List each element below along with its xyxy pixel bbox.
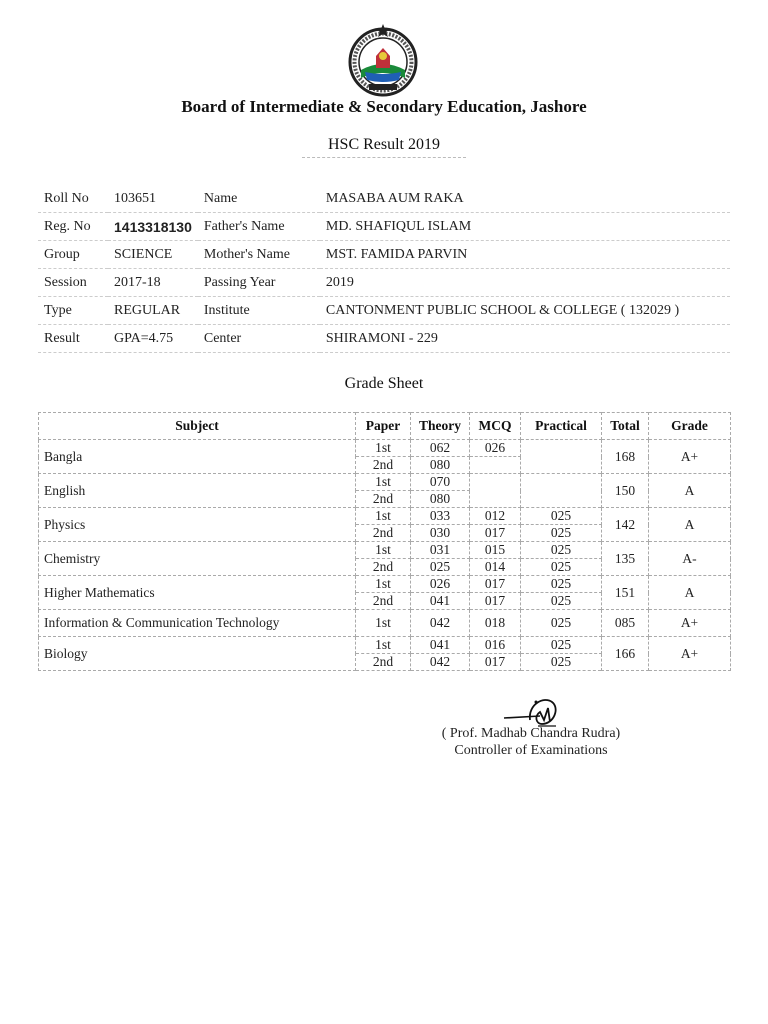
theory-cell: 026 bbox=[411, 576, 470, 593]
theory-cell: 041 bbox=[411, 637, 470, 654]
paper-cell: 2nd bbox=[356, 491, 411, 508]
group-value: SCIENCE bbox=[108, 241, 198, 269]
paper-cell: 2nd bbox=[356, 457, 411, 474]
title-divider bbox=[302, 157, 466, 158]
mother-label: Mother's Name bbox=[198, 241, 320, 269]
subject-name: English bbox=[39, 474, 356, 508]
session-value: 2017-18 bbox=[108, 269, 198, 297]
header-paper: Paper bbox=[356, 413, 411, 440]
header-practical: Practical bbox=[521, 413, 602, 440]
mcq-cell bbox=[470, 491, 521, 508]
name-label: Name bbox=[198, 185, 320, 213]
passing-year-value: 2019 bbox=[320, 269, 730, 297]
paper-cell: 1st bbox=[356, 440, 411, 457]
mcq-cell: 014 bbox=[470, 559, 521, 576]
total-cell: 150 bbox=[602, 474, 649, 508]
grade-body bbox=[39, 440, 731, 671]
student-info-table bbox=[38, 185, 730, 353]
subject-name: Physics bbox=[39, 508, 356, 542]
grade-row bbox=[39, 508, 731, 525]
theory-cell: 041 bbox=[411, 593, 470, 610]
paper-cell: 1st bbox=[356, 610, 411, 637]
practical-cell: 025 bbox=[521, 576, 602, 593]
paper-cell: 2nd bbox=[356, 525, 411, 542]
type-label: Type bbox=[38, 297, 108, 325]
mother-value: MST. FAMIDA PARVIN bbox=[320, 241, 730, 269]
total-cell: 085 bbox=[602, 610, 649, 637]
theory-cell: 080 bbox=[411, 457, 470, 474]
theory-cell: 030 bbox=[411, 525, 470, 542]
paper-cell: 2nd bbox=[356, 559, 411, 576]
total-cell: 135 bbox=[602, 542, 649, 576]
info-row-session bbox=[38, 269, 730, 297]
paper-cell: 1st bbox=[356, 474, 411, 491]
reg-value: 1413318130 bbox=[108, 213, 198, 241]
grade-row bbox=[39, 576, 731, 593]
paper-cell: 2nd bbox=[356, 593, 411, 610]
session-label: Session bbox=[38, 269, 108, 297]
roll-label: Roll No bbox=[38, 185, 108, 213]
mcq-cell bbox=[470, 474, 521, 491]
practical-cell: 025 bbox=[521, 525, 602, 542]
father-value: MD. SHAFIQUL ISLAM bbox=[320, 213, 730, 241]
header-theory: Theory bbox=[411, 413, 470, 440]
total-cell: 168 bbox=[602, 440, 649, 474]
grade-row bbox=[39, 637, 731, 654]
subject-name: Chemistry bbox=[39, 542, 356, 576]
grade-cell: A bbox=[649, 474, 731, 508]
grade-sheet-table bbox=[38, 412, 731, 671]
mcq-cell: 017 bbox=[470, 576, 521, 593]
roll-value: 103651 bbox=[108, 185, 198, 213]
info-row-result bbox=[38, 325, 730, 353]
paper-cell: 2nd bbox=[356, 654, 411, 671]
theory-cell: 070 bbox=[411, 474, 470, 491]
board-logo-seal bbox=[343, 18, 423, 98]
institute-label: Institute bbox=[198, 297, 320, 325]
grade-cell: A+ bbox=[649, 637, 731, 671]
mcq-cell: 017 bbox=[470, 593, 521, 610]
mcq-cell: 018 bbox=[470, 610, 521, 637]
total-cell: 166 bbox=[602, 637, 649, 671]
subject-name: Higher Mathematics bbox=[39, 576, 356, 610]
grade-header-row bbox=[39, 413, 731, 440]
subject-name: Biology bbox=[39, 637, 356, 671]
subject-name: Bangla bbox=[39, 440, 356, 474]
practical-cell: 025 bbox=[521, 542, 602, 559]
controller-name: ( Prof. Madhab Chandra Rudra) bbox=[441, 726, 621, 741]
practical-cell bbox=[521, 440, 602, 457]
theory-cell: 042 bbox=[411, 654, 470, 671]
paper-cell: 1st bbox=[356, 637, 411, 654]
grade-cell: A bbox=[649, 508, 731, 542]
grade-row bbox=[39, 474, 731, 491]
type-value: REGULAR bbox=[108, 297, 198, 325]
center-label: Center bbox=[198, 325, 320, 353]
mcq-cell: 017 bbox=[470, 654, 521, 671]
grade-cell: A- bbox=[649, 542, 731, 576]
controller-title: Controller of Examinations bbox=[454, 743, 608, 758]
result-value: GPA=4.75 bbox=[108, 325, 198, 353]
name-value: MASABA AUM RAKA bbox=[320, 185, 730, 213]
practical-cell bbox=[521, 491, 602, 508]
subject-name: Information & Communication Technology bbox=[39, 610, 356, 637]
practical-cell: 025 bbox=[521, 610, 602, 637]
board-title: Board of Intermediate & Secondary Education, Jashore bbox=[181, 97, 587, 116]
theory-cell: 042 bbox=[411, 610, 470, 637]
grade-cell: A+ bbox=[649, 440, 731, 474]
grade-cell: A+ bbox=[649, 610, 731, 637]
grade-sheet-title: Grade Sheet bbox=[344, 375, 424, 392]
theory-cell: 025 bbox=[411, 559, 470, 576]
info-row-type bbox=[38, 297, 730, 325]
total-cell: 151 bbox=[602, 576, 649, 610]
mcq-cell: 026 bbox=[470, 440, 521, 457]
grade-row bbox=[39, 542, 731, 559]
mcq-cell: 016 bbox=[470, 637, 521, 654]
result-title: HSC Result 2019 bbox=[327, 136, 440, 153]
institute-value: CANTONMENT PUBLIC SCHOOL & COLLEGE ( 132029 ) bbox=[320, 297, 730, 325]
theory-cell: 080 bbox=[411, 491, 470, 508]
reg-label: Reg. No bbox=[38, 213, 108, 241]
theory-cell: 033 bbox=[411, 508, 470, 525]
theory-cell: 062 bbox=[411, 440, 470, 457]
grade-cell: A bbox=[649, 576, 731, 610]
paper-cell: 1st bbox=[356, 576, 411, 593]
father-label: Father's Name bbox=[198, 213, 320, 241]
mcq-cell: 015 bbox=[470, 542, 521, 559]
practical-cell: 025 bbox=[521, 654, 602, 671]
info-row-group bbox=[38, 241, 730, 269]
practical-cell: 025 bbox=[521, 637, 602, 654]
paper-cell: 1st bbox=[356, 542, 411, 559]
practical-cell: 025 bbox=[521, 593, 602, 610]
group-label: Group bbox=[38, 241, 108, 269]
mcq-cell: 012 bbox=[470, 508, 521, 525]
header-total: Total bbox=[602, 413, 649, 440]
center-value: SHIRAMONI - 229 bbox=[320, 325, 730, 353]
header-mcq: MCQ bbox=[470, 413, 521, 440]
grade-row bbox=[39, 440, 731, 457]
practical-cell: 025 bbox=[521, 508, 602, 525]
paper-cell: 1st bbox=[356, 508, 411, 525]
info-row-reg bbox=[38, 213, 730, 241]
practical-cell bbox=[521, 457, 602, 474]
practical-cell: 025 bbox=[521, 559, 602, 576]
header-subject: Subject bbox=[39, 413, 356, 440]
grade-row bbox=[39, 610, 731, 637]
total-cell: 142 bbox=[602, 508, 649, 542]
header-grade: Grade bbox=[649, 413, 731, 440]
practical-cell bbox=[521, 474, 602, 491]
result-label: Result bbox=[38, 325, 108, 353]
theory-cell: 031 bbox=[411, 542, 470, 559]
info-row-roll bbox=[38, 185, 730, 213]
passing-year-label: Passing Year bbox=[198, 269, 320, 297]
mcq-cell bbox=[470, 457, 521, 474]
mcq-cell: 017 bbox=[470, 525, 521, 542]
